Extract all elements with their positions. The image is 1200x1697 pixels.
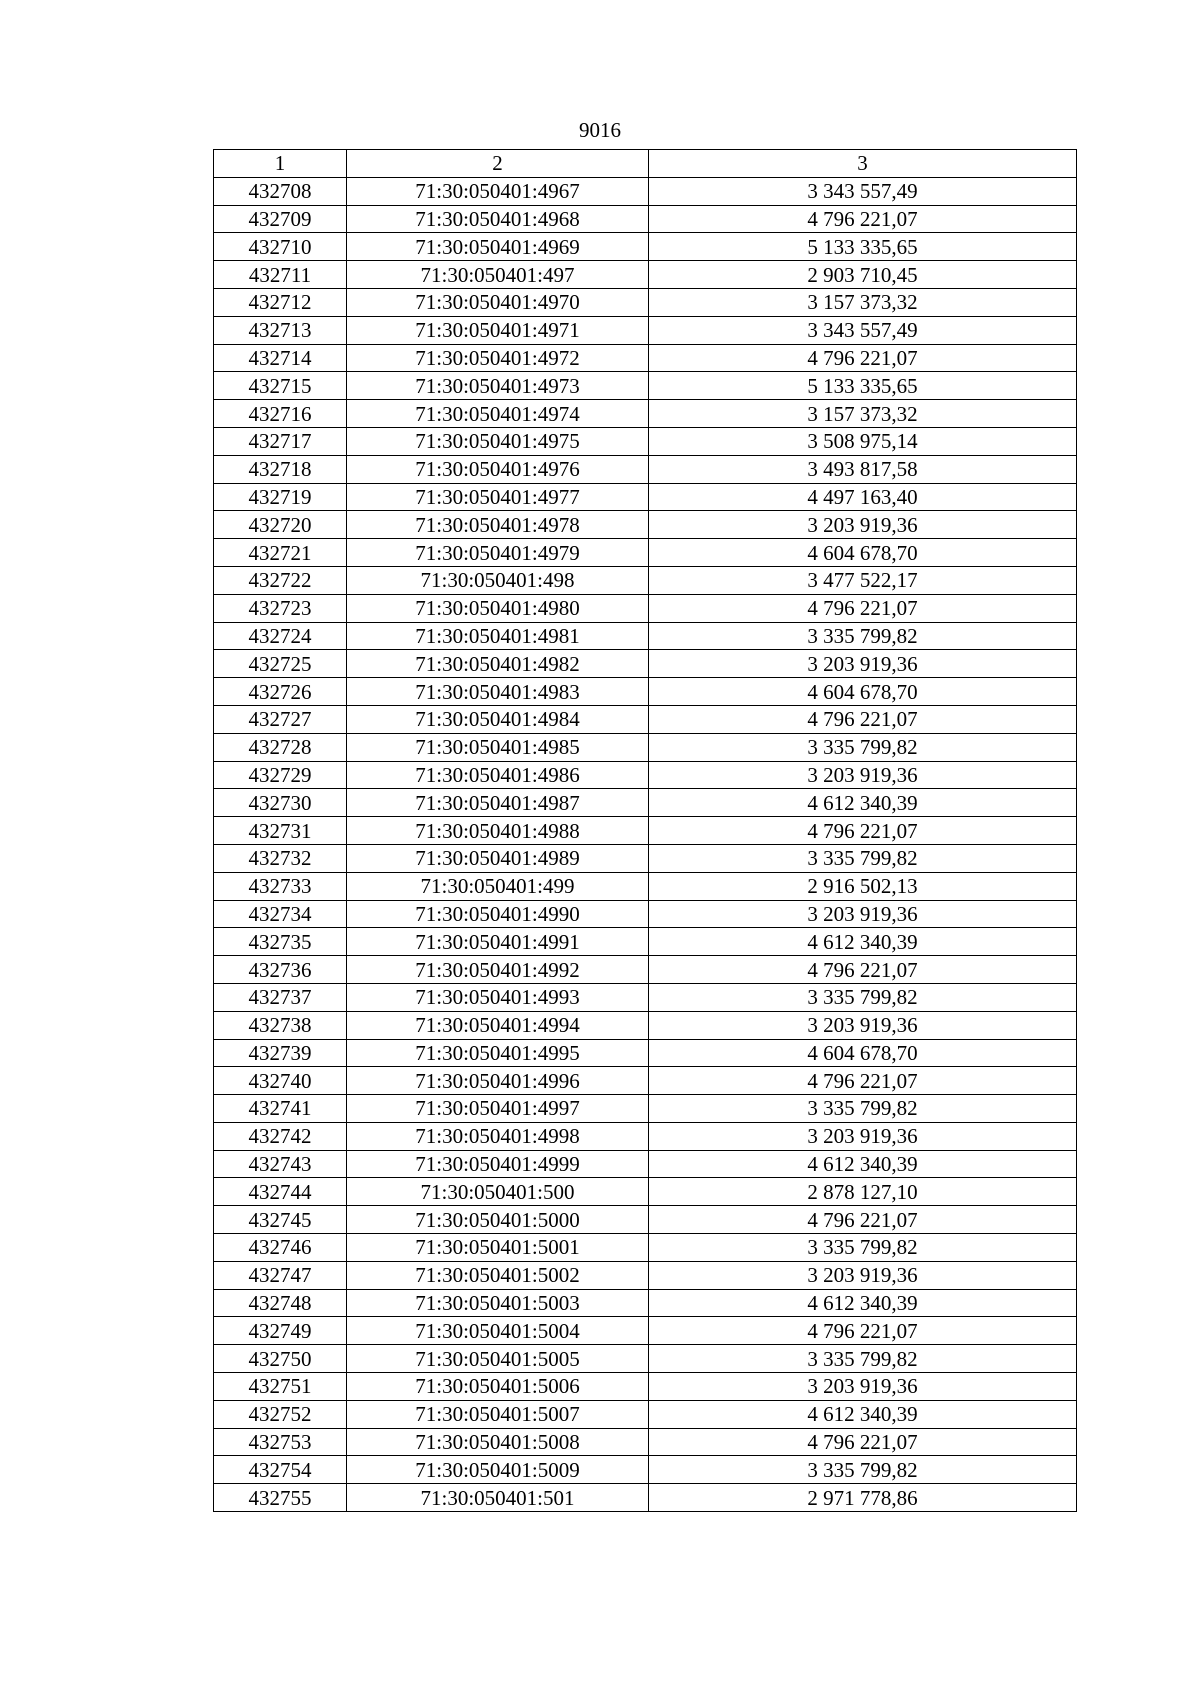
cadastral-number-cell: 71:30:050401:5000	[347, 1206, 649, 1234]
cadastral-number-cell: 71:30:050401:4995	[347, 1039, 649, 1067]
cadastral-number-cell: 71:30:050401:4978	[347, 511, 649, 539]
cadastral-number-cell: 71:30:050401:4979	[347, 539, 649, 567]
row-number-cell: 432740	[214, 1067, 347, 1095]
table-row	[214, 1122, 1077, 1150]
cadastral-number-cell: 71:30:050401:500	[347, 1178, 649, 1206]
row-number-cell: 432741	[214, 1095, 347, 1123]
cadastral-number-cell: 71:30:050401:4973	[347, 372, 649, 400]
cadastral-number-cell: 71:30:050401:4976	[347, 455, 649, 483]
row-number-cell: 432722	[214, 566, 347, 594]
row-number-cell: 432730	[214, 789, 347, 817]
value-cell: 4 612 340,39	[649, 928, 1077, 956]
cadastral-number-cell: 71:30:050401:4977	[347, 483, 649, 511]
table-row	[214, 177, 1077, 205]
cadastral-number-cell: 71:30:050401:4972	[347, 344, 649, 372]
cadastral-number-cell: 71:30:050401:4996	[347, 1067, 649, 1095]
row-number-cell: 432709	[214, 205, 347, 233]
row-number-cell: 432711	[214, 261, 347, 289]
table-row	[214, 1400, 1077, 1428]
table-row	[214, 539, 1077, 567]
value-cell: 3 508 975,14	[649, 427, 1077, 455]
value-cell: 2 903 710,45	[649, 261, 1077, 289]
table-row	[214, 566, 1077, 594]
table-row	[214, 928, 1077, 956]
value-cell: 5 133 335,65	[649, 233, 1077, 261]
table-body	[214, 177, 1077, 1511]
cadastral-number-cell: 71:30:050401:5003	[347, 1289, 649, 1317]
cadastral-number-cell: 71:30:050401:501	[347, 1484, 649, 1512]
table-row	[214, 1206, 1077, 1234]
cadastral-number-cell: 71:30:050401:5001	[347, 1234, 649, 1262]
table-row	[214, 511, 1077, 539]
cadastral-number-cell: 71:30:050401:4974	[347, 400, 649, 428]
row-number-cell: 432718	[214, 455, 347, 483]
row-number-cell: 432748	[214, 1289, 347, 1317]
row-number-cell: 432745	[214, 1206, 347, 1234]
table-row	[214, 455, 1077, 483]
value-cell: 5 133 335,65	[649, 372, 1077, 400]
cadastral-value-table	[213, 149, 1077, 1512]
table-row	[214, 900, 1077, 928]
table-row	[214, 1150, 1077, 1178]
table-row	[214, 956, 1077, 984]
value-cell: 2 878 127,10	[649, 1178, 1077, 1206]
cadastral-number-cell: 71:30:050401:4986	[347, 761, 649, 789]
row-number-cell: 432715	[214, 372, 347, 400]
value-cell: 3 335 799,82	[649, 1345, 1077, 1373]
column-header-3: 3	[649, 150, 1077, 178]
row-number-cell: 432733	[214, 872, 347, 900]
table-row	[214, 400, 1077, 428]
cadastral-number-cell: 71:30:050401:4994	[347, 1011, 649, 1039]
value-cell: 4 604 678,70	[649, 1039, 1077, 1067]
table-row	[214, 1484, 1077, 1512]
table-row	[214, 1234, 1077, 1262]
table-row	[214, 288, 1077, 316]
row-number-cell: 432723	[214, 594, 347, 622]
cadastral-number-cell: 71:30:050401:4988	[347, 817, 649, 845]
row-number-cell: 432717	[214, 427, 347, 455]
cadastral-number-cell: 71:30:050401:5009	[347, 1456, 649, 1484]
value-cell: 4 796 221,07	[649, 344, 1077, 372]
row-number-cell: 432713	[214, 316, 347, 344]
table-row	[214, 1345, 1077, 1373]
value-cell: 2 916 502,13	[649, 872, 1077, 900]
table-row	[214, 233, 1077, 261]
row-number-cell: 432749	[214, 1317, 347, 1345]
value-cell: 4 796 221,07	[649, 705, 1077, 733]
value-cell: 3 335 799,82	[649, 733, 1077, 761]
row-number-cell: 432719	[214, 483, 347, 511]
row-number-cell: 432755	[214, 1484, 347, 1512]
cadastral-number-cell: 71:30:050401:4993	[347, 983, 649, 1011]
table-row	[214, 844, 1077, 872]
table-row	[214, 1456, 1077, 1484]
row-number-cell: 432732	[214, 844, 347, 872]
row-number-cell: 432734	[214, 900, 347, 928]
table-row	[214, 316, 1077, 344]
value-cell: 3 203 919,36	[649, 761, 1077, 789]
value-cell: 3 203 919,36	[649, 1011, 1077, 1039]
cadastral-number-cell: 71:30:050401:4980	[347, 594, 649, 622]
table-row	[214, 650, 1077, 678]
row-number-cell: 432727	[214, 705, 347, 733]
value-cell: 3 203 919,36	[649, 650, 1077, 678]
column-header-2: 2	[347, 150, 649, 178]
value-cell: 4 604 678,70	[649, 539, 1077, 567]
row-number-cell: 432729	[214, 761, 347, 789]
table-header-row	[214, 150, 1077, 178]
table-row	[214, 1317, 1077, 1345]
value-cell: 3 335 799,82	[649, 983, 1077, 1011]
row-number-cell: 432750	[214, 1345, 347, 1373]
table-row	[214, 594, 1077, 622]
cadastral-number-cell: 71:30:050401:4985	[347, 733, 649, 761]
row-number-cell: 432754	[214, 1456, 347, 1484]
row-number-cell: 432753	[214, 1428, 347, 1456]
cadastral-number-cell: 71:30:050401:498	[347, 566, 649, 594]
table-row	[214, 1373, 1077, 1401]
table-row	[214, 817, 1077, 845]
value-cell: 3 335 799,82	[649, 622, 1077, 650]
cadastral-number-cell: 71:30:050401:4982	[347, 650, 649, 678]
row-number-cell: 432739	[214, 1039, 347, 1067]
table-row	[214, 983, 1077, 1011]
value-cell: 3 343 557,49	[649, 177, 1077, 205]
value-cell: 3 335 799,82	[649, 1234, 1077, 1262]
table-row	[214, 705, 1077, 733]
cadastral-number-cell: 71:30:050401:4981	[347, 622, 649, 650]
table-row	[214, 1178, 1077, 1206]
table-row	[214, 1428, 1077, 1456]
row-number-cell: 432736	[214, 956, 347, 984]
table-row	[214, 1289, 1077, 1317]
table-row	[214, 1011, 1077, 1039]
row-number-cell: 432720	[214, 511, 347, 539]
cadastral-number-cell: 71:30:050401:5008	[347, 1428, 649, 1456]
cadastral-number-cell: 71:30:050401:4987	[347, 789, 649, 817]
value-cell: 4 612 340,39	[649, 789, 1077, 817]
table-row	[214, 733, 1077, 761]
value-cell: 4 796 221,07	[649, 1067, 1077, 1095]
row-number-cell: 432752	[214, 1400, 347, 1428]
column-header-1: 1	[214, 150, 347, 178]
row-number-cell: 432714	[214, 344, 347, 372]
row-number-cell: 432738	[214, 1011, 347, 1039]
value-cell: 4 796 221,07	[649, 1317, 1077, 1345]
cadastral-number-cell: 71:30:050401:4992	[347, 956, 649, 984]
value-cell: 4 796 221,07	[649, 1206, 1077, 1234]
cadastral-number-cell: 71:30:050401:4999	[347, 1150, 649, 1178]
cadastral-number-cell: 71:30:050401:5007	[347, 1400, 649, 1428]
cadastral-number-cell: 71:30:050401:4989	[347, 844, 649, 872]
cadastral-number-cell: 71:30:050401:497	[347, 261, 649, 289]
cadastral-number-cell: 71:30:050401:499	[347, 872, 649, 900]
page-number: 9016	[579, 118, 621, 142]
table-row	[214, 1095, 1077, 1123]
cadastral-number-cell: 71:30:050401:4967	[347, 177, 649, 205]
table-row	[214, 344, 1077, 372]
row-number-cell: 432743	[214, 1150, 347, 1178]
value-cell: 4 497 163,40	[649, 483, 1077, 511]
cadastral-number-cell: 71:30:050401:4984	[347, 705, 649, 733]
table-row	[214, 872, 1077, 900]
row-number-cell: 432712	[214, 288, 347, 316]
row-number-cell: 432728	[214, 733, 347, 761]
row-number-cell: 432747	[214, 1261, 347, 1289]
row-number-cell: 432751	[214, 1373, 347, 1401]
value-cell: 4 796 221,07	[649, 205, 1077, 233]
cadastral-number-cell: 71:30:050401:4971	[347, 316, 649, 344]
table-row	[214, 1261, 1077, 1289]
value-cell: 4 604 678,70	[649, 678, 1077, 706]
row-number-cell: 432708	[214, 177, 347, 205]
table-row	[214, 789, 1077, 817]
cadastral-number-cell: 71:30:050401:4991	[347, 928, 649, 956]
row-number-cell: 432735	[214, 928, 347, 956]
value-cell: 4 612 340,39	[649, 1400, 1077, 1428]
table-row	[214, 261, 1077, 289]
table-row	[214, 372, 1077, 400]
value-cell: 4 796 221,07	[649, 817, 1077, 845]
row-number-cell: 432731	[214, 817, 347, 845]
value-cell: 3 493 817,58	[649, 455, 1077, 483]
value-cell: 2 971 778,86	[649, 1484, 1077, 1512]
table-row	[214, 1067, 1077, 1095]
cadastral-number-cell: 71:30:050401:4990	[347, 900, 649, 928]
value-cell: 3 203 919,36	[649, 1261, 1077, 1289]
row-number-cell: 432724	[214, 622, 347, 650]
value-cell: 4 796 221,07	[649, 1428, 1077, 1456]
value-cell: 3 203 919,36	[649, 1122, 1077, 1150]
cadastral-number-cell: 71:30:050401:4968	[347, 205, 649, 233]
value-cell: 3 203 919,36	[649, 511, 1077, 539]
value-cell: 3 335 799,82	[649, 1456, 1077, 1484]
value-cell: 4 796 221,07	[649, 956, 1077, 984]
cadastral-number-cell: 71:30:050401:5006	[347, 1373, 649, 1401]
cadastral-number-cell: 71:30:050401:4997	[347, 1095, 649, 1123]
table-row	[214, 761, 1077, 789]
table-row	[214, 1039, 1077, 1067]
cadastral-number-cell: 71:30:050401:4975	[347, 427, 649, 455]
cadastral-number-cell: 71:30:050401:5002	[347, 1261, 649, 1289]
value-cell: 3 203 919,36	[649, 900, 1077, 928]
value-cell: 3 335 799,82	[649, 1095, 1077, 1123]
row-number-cell: 432725	[214, 650, 347, 678]
cadastral-number-cell: 71:30:050401:5004	[347, 1317, 649, 1345]
cadastral-number-cell: 71:30:050401:4983	[347, 678, 649, 706]
cadastral-number-cell: 71:30:050401:4998	[347, 1122, 649, 1150]
row-number-cell: 432737	[214, 983, 347, 1011]
value-cell: 4 796 221,07	[649, 594, 1077, 622]
value-cell: 3 477 522,17	[649, 566, 1077, 594]
value-cell: 3 335 799,82	[649, 844, 1077, 872]
cadastral-number-cell: 71:30:050401:4970	[347, 288, 649, 316]
row-number-cell: 432746	[214, 1234, 347, 1262]
value-cell: 3 157 373,32	[649, 288, 1077, 316]
table-row	[214, 678, 1077, 706]
row-number-cell: 432744	[214, 1178, 347, 1206]
cadastral-number-cell: 71:30:050401:5005	[347, 1345, 649, 1373]
value-cell: 4 612 340,39	[649, 1150, 1077, 1178]
table-row	[214, 483, 1077, 511]
cadastral-number-cell: 71:30:050401:4969	[347, 233, 649, 261]
value-cell: 3 157 373,32	[649, 400, 1077, 428]
value-cell: 4 612 340,39	[649, 1289, 1077, 1317]
row-number-cell: 432710	[214, 233, 347, 261]
table-row	[214, 427, 1077, 455]
row-number-cell: 432726	[214, 678, 347, 706]
row-number-cell: 432716	[214, 400, 347, 428]
table-row	[214, 205, 1077, 233]
value-cell: 3 343 557,49	[649, 316, 1077, 344]
value-cell: 3 203 919,36	[649, 1373, 1077, 1401]
table-row	[214, 622, 1077, 650]
row-number-cell: 432742	[214, 1122, 347, 1150]
row-number-cell: 432721	[214, 539, 347, 567]
